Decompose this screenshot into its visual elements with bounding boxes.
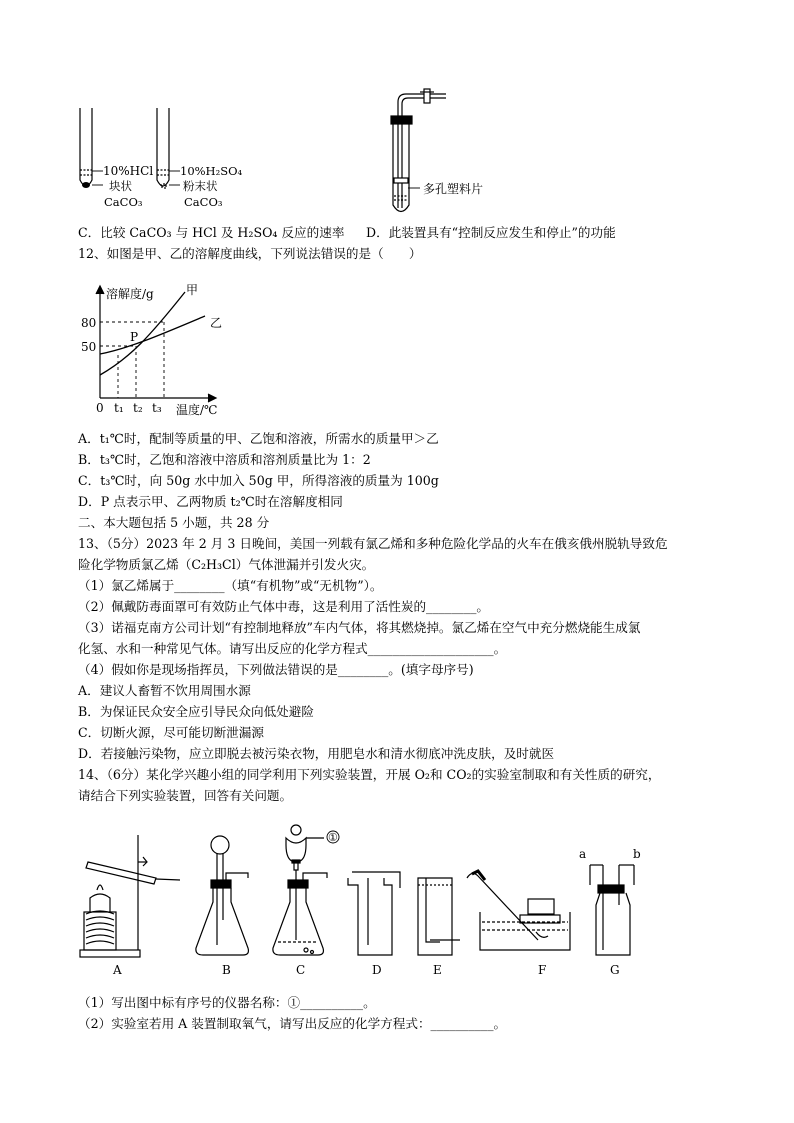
- y-tick-50: 50: [81, 340, 97, 354]
- apparatus-b: [196, 836, 249, 955]
- tube1-acid-label: 10%HCl: [103, 164, 154, 178]
- q11-option-c: C．比较 CaCO₃ 与 HCl 及 H₂SO₄ 反应的速率: [78, 225, 345, 240]
- apparatus-d: [348, 872, 400, 955]
- apparatus-g: [590, 865, 634, 955]
- q12-stem: 12、如图是甲、乙的溶解度曲线，下列说法错误的是（ ）: [78, 246, 422, 261]
- apparatus-c: [273, 825, 327, 955]
- series-yi-label: 乙: [210, 316, 223, 330]
- q13-stem-2: 险化学物质氯乙烯（C₂H₃Cl）气体泄漏并引发火灾。: [78, 557, 375, 572]
- tube1-solid-label: 块状: [109, 179, 132, 193]
- apparatus-e: [418, 878, 460, 955]
- apparatus-f: [467, 871, 570, 950]
- tube2-solid-label: 粉末状: [183, 179, 218, 193]
- apparatus-a: [80, 835, 180, 957]
- port-b-label: b: [633, 847, 641, 861]
- q13-option-a: A．建议人畜暂不饮用周围水源: [78, 683, 251, 698]
- q12-option-d: D．P 点表示甲、乙两物质 t₂℃时在溶解度相同: [78, 494, 343, 509]
- q13-part-4: （4）假如你是现场指挥员，下列做法错误的是________。(填字母序号): [78, 662, 474, 677]
- x-tick-t3: t₃: [152, 401, 162, 415]
- porous-plate-label: 多孔塑料片: [423, 182, 484, 196]
- point-p-label: P: [130, 330, 139, 344]
- q13-option-d: D．若接触污染物，应立即脱去被污染衣物，用肥皂水和清水彻底冲洗皮肤，及时就医: [78, 746, 555, 761]
- q14-part-2: （2）实验室若用 A 装置制取氧气，请写出反应的化学方程式：__________。: [78, 1016, 507, 1031]
- label-f: F: [538, 963, 547, 977]
- q14-part-1: （1）写出图中标有序号的仪器名称：①__________。: [78, 995, 376, 1010]
- y-tick-80: 80: [81, 316, 97, 330]
- port-a-label: a: [579, 847, 587, 861]
- label-a: A: [113, 963, 122, 977]
- label-g: G: [610, 963, 620, 977]
- x-tick-t1: t₁: [114, 401, 124, 415]
- x-tick-t2: t₂: [133, 401, 143, 415]
- q13-part-3b: 化氢、水和一种常见气体。请写出反应的化学方程式____________________。: [78, 641, 507, 656]
- q13-option-c: C．切断火源，尽可能切断泄漏源: [78, 725, 264, 740]
- marker-label: ①: [328, 831, 338, 844]
- section-heading: 二、本大题包括 5 小题，共 28 分: [78, 515, 270, 530]
- q13-stem-1: 13、（5分）2023 年 2 月 3 日晚间，美国一列载有氯乙烯和多种危险化学品的火车在俄亥俄州脱轨导致危: [78, 536, 668, 551]
- label-d: D: [372, 963, 382, 977]
- label-c: C: [296, 963, 306, 977]
- q13-part-2: （2）佩戴防毒面罩可有效防止气体中毒，这是利用了活性炭的________。: [78, 599, 490, 614]
- graph-ylabel: 溶解度/g: [106, 287, 154, 301]
- label-e: E: [433, 963, 442, 977]
- q13-part-1: （1）氯乙烯属于________（填“有机物”或“无机物”）。: [78, 578, 383, 593]
- q14-stem-2: 请结合下列实验装置，回答有关问题。: [78, 788, 293, 803]
- q13-part-3a: （3）诺福克南方公司计划“有控制地释放”车内气体，将其燃烧掉。氯乙烯在空气中充分燃烧能生成氯: [78, 620, 641, 635]
- q11-option-d: D．此装置具有“控制反应发生和停止”的功能: [366, 225, 616, 240]
- origin-label: 0: [96, 401, 104, 415]
- tube2-solid-formula: CaCO₃: [184, 195, 223, 209]
- series-jia-label: 甲: [186, 283, 199, 297]
- q12-option-a: A．t₁℃时，配制等质量的甲、乙饱和溶液，所需水的质量甲＞乙: [78, 431, 439, 446]
- q13-option-b: B．为保证民众安全应引导民众向低处避险: [78, 704, 314, 719]
- tube1-solid-formula: CaCO₃: [104, 195, 143, 209]
- tube2-acid-label: 10%H₂SO₄: [180, 164, 243, 178]
- q14-stem-1: 14、（6分）某化学兴趣小组的同学利用下列实验装置，开展 O₂和 CO₂的实验室制取和有关性质的研究，: [78, 767, 661, 782]
- label-b: B: [222, 963, 231, 977]
- graph-xlabel: 温度/℃: [176, 403, 218, 417]
- q12-option-c: C．t₃℃时，向 50g 水中加入 50g 甲，所得溶液的质量为 100g: [78, 473, 439, 488]
- q12-option-b: B．t₃℃时，乙饱和溶液中溶质和溶剂质量比为 1：2: [78, 452, 371, 467]
